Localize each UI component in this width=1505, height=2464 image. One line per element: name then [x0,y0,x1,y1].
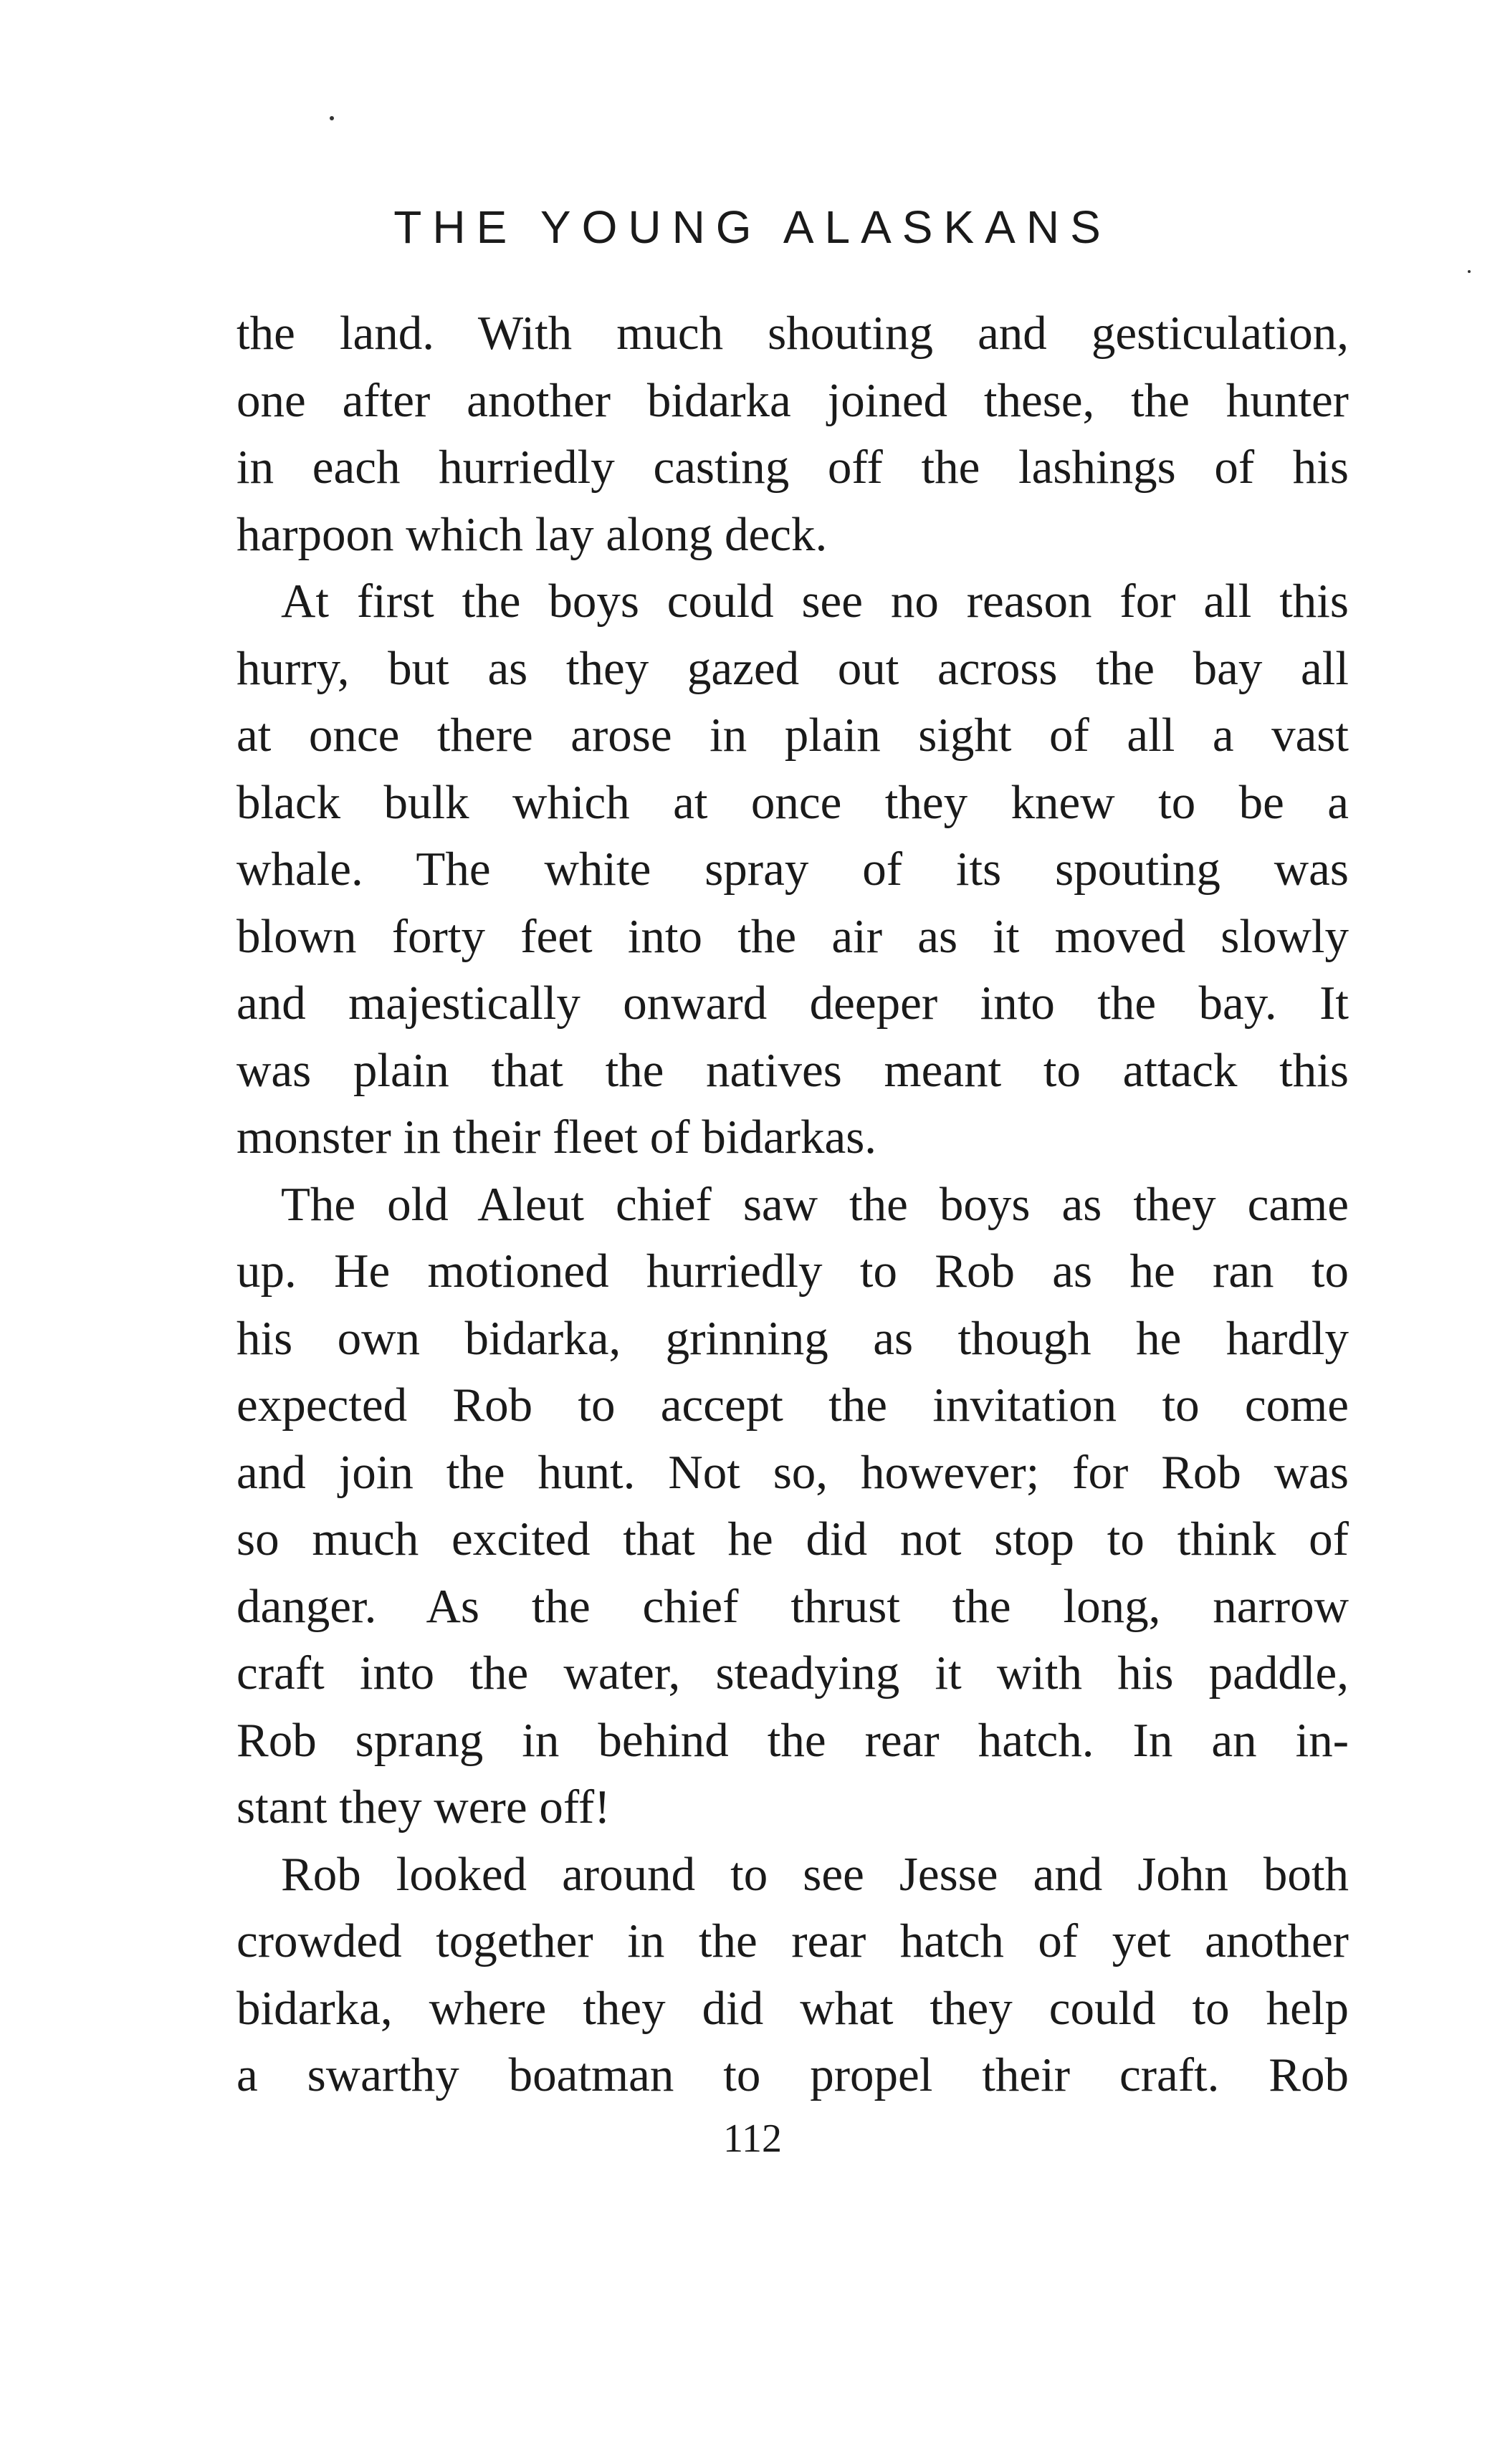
text-line: monster in their fleet of bidarkas. [236,1111,877,1164]
text-line: so much excited that he did not stop to think of [236,1513,1349,1566]
text-line: was plain that the natives meant to attack this [236,1043,1349,1097]
text-line: one after another bidarka joined these, the hunter [236,373,1349,427]
running-title: THE YOUNG ALASKANS [393,201,1112,253]
text-line: at once there arose in plain sight of all a vast [236,709,1349,762]
text-line: in each hurriedly casting off the lashings of his [236,441,1349,494]
scan-speck [330,116,334,120]
text-line: Rob sprang in behind the rear hatch. In an in- [236,1713,1349,1767]
text-line: stant they were off! [236,1780,611,1833]
text-line: up. He motioned hurriedly to Rob as he ran to [236,1245,1349,1298]
text-line: whale. The white spray of its spouting was [236,843,1349,896]
text-line: and majestically onward deeper into the bay. It [236,977,1349,1030]
page-number: 112 [723,2117,782,2161]
text-line: blown forty feet into the air as it moved slowly [236,909,1349,963]
text-line: a swarthy boatman to propel their craft. Rob [236,2048,1349,2101]
text-line: craft into the water, steadying it with his paddle, [236,1646,1349,1700]
text-line: expected Rob to accept the invitation to come [236,1379,1349,1432]
text-line: his own bidarka, grinning as though he hardly [236,1311,1349,1365]
text-line: bidarka, where they did what they could to help [236,1981,1349,2035]
text-line: The old Aleut chief saw the boys as they came [281,1177,1349,1231]
text-line: harpoon which lay along deck. [236,507,828,561]
text-line: hurry, but as they gazed out across the bay all [236,641,1349,695]
body-text [236,300,1349,2109]
text-line: danger. As the chief thrust the long, narrow [236,1579,1349,1633]
text-line: black bulk which at once they knew to be a [236,775,1349,829]
text-line: the land. With much shouting and gesticulation, [236,307,1349,360]
text-line: and join the hunt. Not so, however; for Rob was [236,1445,1349,1499]
text-line: Rob looked around to see Jesse and John both [281,1847,1349,1901]
text-line: crowded together in the rear hatch of yet another [236,1914,1349,1967]
text-line: At first the boys could see no reason for all this [281,575,1349,628]
scan-speck [1468,270,1471,273]
